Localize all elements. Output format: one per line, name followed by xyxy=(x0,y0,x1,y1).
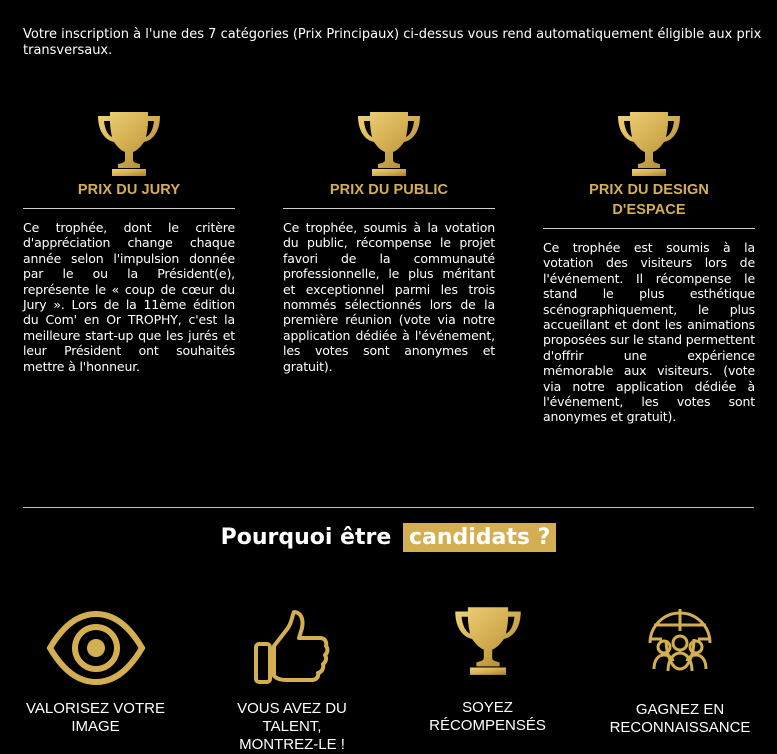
benefit-talent xyxy=(222,608,362,754)
trophy-icon xyxy=(354,108,424,178)
heading-highlight: candidats ? xyxy=(403,523,556,552)
benefit-reward xyxy=(415,603,560,735)
prize-title: PRIX DU DESIGN D'ESPACE xyxy=(589,182,709,218)
prize-design-espace xyxy=(543,108,755,425)
why-candidates-heading xyxy=(0,521,777,555)
intro-text: Votre inscription à l'une des 7 catégories (Prix Principaux) ci-dessus vous rend automatiquement éligible aux prix transversaux. xyxy=(23,27,762,58)
prize-public xyxy=(283,108,495,374)
globe-people-icon xyxy=(642,601,718,677)
prize-jury xyxy=(23,108,235,374)
eye-icon xyxy=(46,608,146,688)
prize-title: PRIX DU JURY xyxy=(77,182,181,198)
section-divider xyxy=(23,507,754,508)
prize-divider xyxy=(283,208,495,209)
prize-divider xyxy=(23,208,235,209)
benefit-label: GAGNEZ EN RECONNAISSANCE xyxy=(609,701,751,736)
benefit-label: VOUS AVEZ DU TALENT, MONTREZ-LE ! xyxy=(237,700,347,753)
prize-description: Ce trophée, soumis à la votation du public, récompense le projet favori de la communauté professionnelle, le plus méritant et exceptionnel parmi les trois nommés sélectionnés lors de la première réunion (vote via notre application dédiée à l'événement, les votes sont anonymes et gratuit). xyxy=(283,220,495,374)
prize-title: PRIX DU PUBLIC xyxy=(329,182,449,198)
prize-description: Ce trophée est soumis à la votation des visiteurs lors de l'événement. Il récompense le stand le plus esthétique scénographiquement, le plus accueillant et dont les animations proposées sur le stand permettent d'offrir une expérience mémorable aux visiteurs. (vote via notre application dédiée à l'événement, les votes sont anonymes et gratuit). xyxy=(543,240,755,425)
trophy-icon xyxy=(451,603,525,677)
prize-description: Ce trophée, dont le critère d'appréciation change chaque année selon l'impulsion donnée par le ou la Président(e), représente le « coup de cœur du Jury ». Lors de la 11ème édition du Com' en Or TROPHY, c'est la meilleure start-up que les jurés et leur Président ont souhaités mettre à l'honneur. xyxy=(23,220,235,374)
trophy-icon xyxy=(94,108,164,178)
benefit-label: SOYEZ RÉCOMPENSÉS xyxy=(429,699,546,734)
thumbs-up-icon xyxy=(252,608,332,688)
benefit-recognition xyxy=(600,601,760,737)
prize-divider xyxy=(543,228,755,229)
benefit-label: VALORISEZ VOTRE IMAGE xyxy=(26,700,165,735)
benefit-image xyxy=(23,608,168,736)
heading-main: Pourquoi être xyxy=(220,525,392,550)
trophy-icon xyxy=(614,108,684,178)
